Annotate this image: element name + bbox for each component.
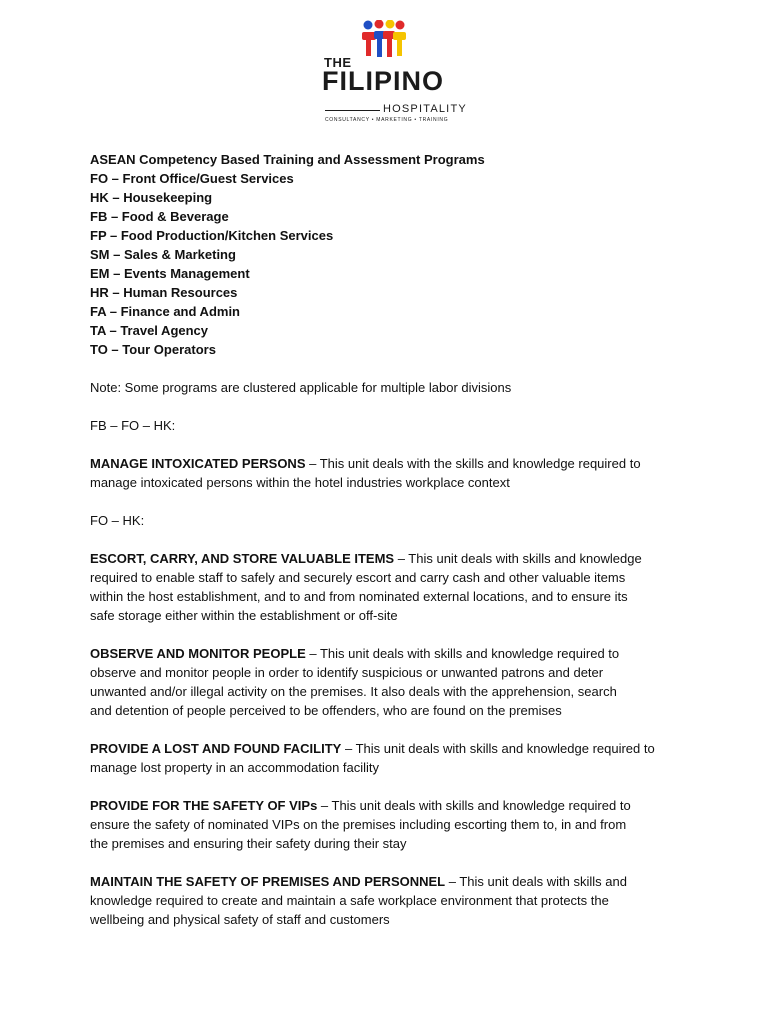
unit-text: manage lost property in an accommodation facility [90, 760, 380, 775]
document-title: ASEAN Competency Based Training and Assessment Programs [90, 152, 485, 167]
unit-description [90, 872, 682, 929]
unit-title: PROVIDE A LOST AND FOUND FACILITY [90, 741, 342, 756]
unit-text: the premises and ensuring their safety during their stay [90, 836, 407, 851]
unit-text: safe storage either within the establishment or off-site [90, 608, 398, 623]
unit-title: OBSERVE AND MONITOR PEOPLE [90, 646, 306, 661]
logo-text-filipino: FILIPINO [322, 66, 444, 96]
unit-text: – This unit deals with skills and knowledge required to [317, 798, 631, 813]
unit-text: – This unit deals with skills and knowledge [394, 551, 642, 566]
unit-title: MAINTAIN THE SAFETY OF PREMISES AND PERSONNEL [90, 874, 446, 889]
unit-text: – This unit deals with skills and [445, 874, 627, 889]
unit-text: – This unit deals with the skills and knowledge required to [305, 456, 641, 471]
unit-description [90, 796, 682, 853]
note-text: Note: Some programs are clustered applicable for multiple labor divisions [90, 380, 512, 395]
document-body [90, 150, 682, 929]
unit-text: observe and monitor people in order to identify suspicious or unwanted patrons and deter [90, 665, 604, 680]
logo-text-hospitality: HOSPITALITY [383, 103, 467, 115]
unit-description [90, 739, 682, 777]
program-item: HR – Human Resources [90, 285, 238, 300]
group-label: FO – HK: [90, 513, 145, 528]
unit-text: – This unit deals with skills and knowledge required to [341, 741, 655, 756]
unit-text: unwanted and/or illegal activity on the premises. It also deals with the apprehension, search [90, 684, 617, 699]
program-item: HK – Housekeeping [90, 190, 213, 205]
unit-text: manage intoxicated persons within the hotel industries workplace context [90, 475, 510, 490]
program-item: SM – Sales & Marketing [90, 247, 236, 262]
unit-text: required to enable staff to safely and securely escort and carry cash and other valuable items [90, 570, 626, 585]
unit-description [90, 454, 682, 492]
people-figures-icon [360, 20, 408, 60]
unit-description [90, 549, 682, 625]
unit-title: ESCORT, CARRY, AND STORE VALUABLE ITEMS [90, 551, 395, 566]
unit-text: within the host establishment, and to and from nominated external locations, and to ensure its [90, 589, 628, 604]
program-item: TO – Tour Operators [90, 342, 216, 357]
unit-text: knowledge required to create and maintain a safe workplace environment that protects the [90, 893, 609, 908]
program-item: EM – Events Management [90, 266, 250, 281]
unit-text: wellbeing and physical safety of staff and customers [90, 912, 390, 927]
program-item: FO – Front Office/Guest Services [90, 171, 294, 186]
unit-title: PROVIDE FOR THE SAFETY OF VIPs [90, 798, 318, 813]
logo-tagline: CONSULTANCY • MARKETING • TRAINING [325, 117, 449, 123]
logo-text-the: THE [324, 55, 352, 70]
company-logo [300, 14, 465, 122]
unit-title: MANAGE INTOXICATED PERSONS [90, 456, 306, 471]
logo-divider [325, 110, 380, 111]
program-item: FB – Food & Beverage [90, 209, 229, 224]
unit-description [90, 644, 682, 720]
unit-text: ensure the safety of nominated VIPs on the premises including escorting them to, in and from [90, 817, 627, 832]
program-item: TA – Travel Agency [90, 323, 209, 338]
unit-text: – This unit deals with skills and knowledge required to [305, 646, 620, 661]
group-label: FB – FO – HK: [90, 418, 176, 433]
program-item: FA – Finance and Admin [90, 304, 241, 319]
unit-text: and detention of people perceived to be offenders, who are found on the premises [90, 703, 562, 718]
program-item: FP – Food Production/Kitchen Services [90, 228, 334, 243]
